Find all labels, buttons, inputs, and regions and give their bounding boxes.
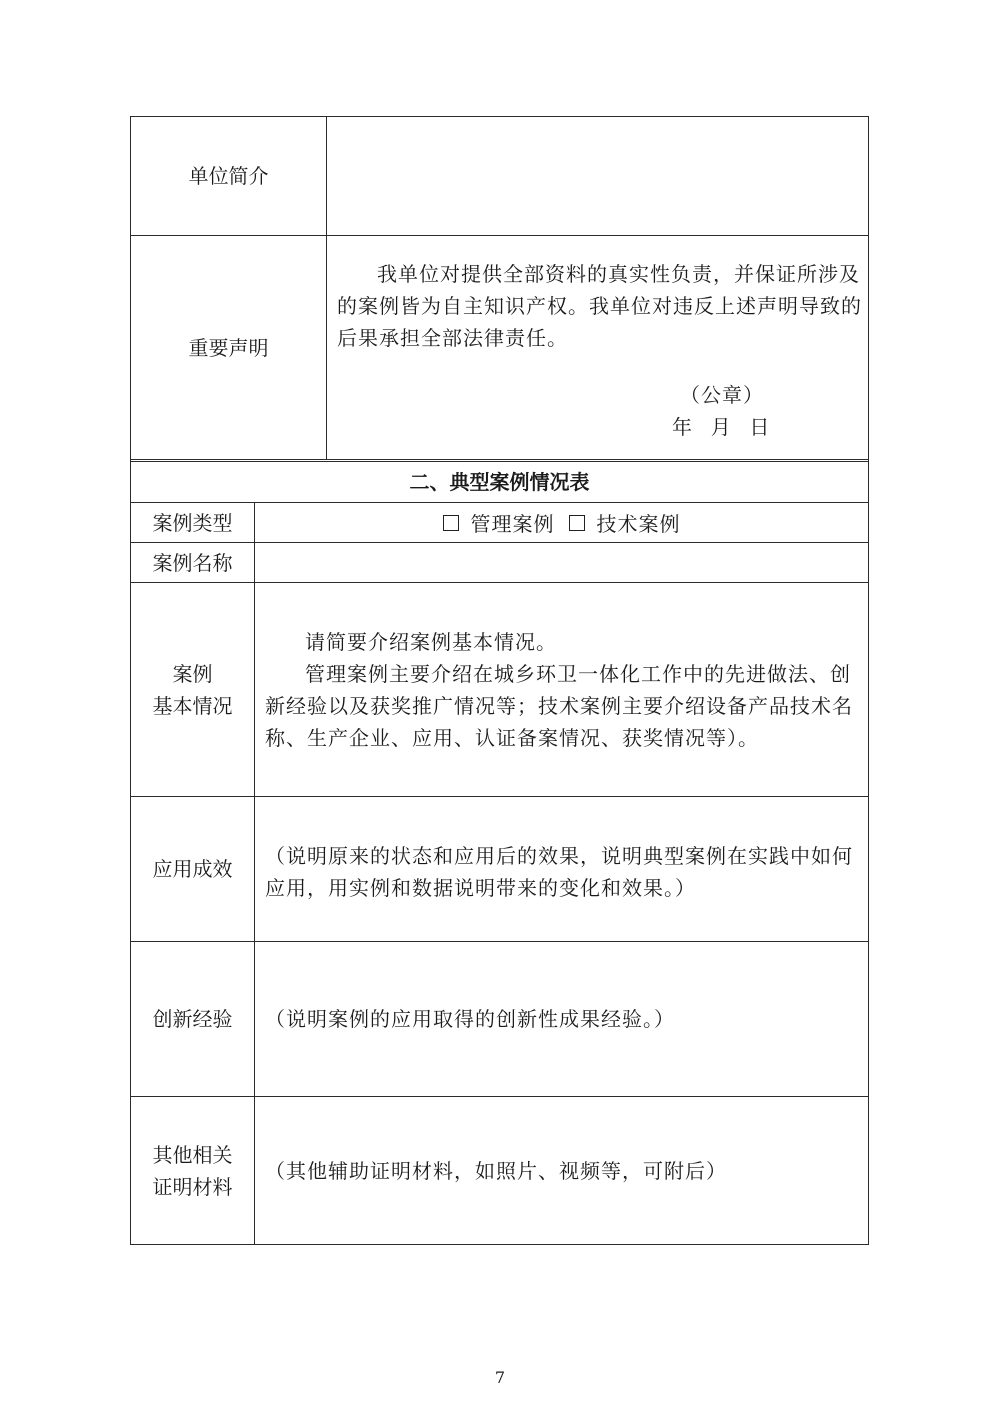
date-text: 年 月 日 — [672, 415, 772, 439]
technical-case-checkbox[interactable] — [569, 515, 585, 531]
effect-label: 应用成效 — [152, 857, 233, 881]
unit-intro-label: 单位简介 — [188, 164, 269, 188]
basic-label-line1: 案例 — [172, 661, 213, 686]
declaration-text: 我单位对提供全部资料的真实性负责，并保证所涉及的案例皆为自主知识产权。我单位对违反上述声明导致的后果承担全部法律责任。 — [337, 262, 862, 350]
basic-situation-label — [131, 583, 254, 796]
declaration-label: 重要声明 — [188, 335, 269, 360]
column-divider — [254, 502, 255, 1245]
basic-text-line1: 请简要介绍案例基本情况。 — [305, 630, 557, 654]
section-title: 二、典型案例情况表 — [409, 470, 590, 494]
technical-case-label: 技术案例 — [596, 512, 681, 536]
basic-label-line2: 基本情况 — [152, 693, 233, 718]
row-divider — [130, 459, 869, 460]
case-type-options — [255, 503, 868, 542]
case-name-field[interactable] — [255, 543, 868, 582]
management-case-checkbox[interactable] — [443, 515, 459, 531]
page-number: 7 — [494, 1368, 506, 1387]
other-materials-label — [131, 1097, 254, 1244]
seal-text: （公章） — [680, 383, 764, 407]
innovation-text: （说明案例的应用取得的创新性成果经验。） — [265, 1007, 675, 1031]
other-materials-text: （其他辅助证明材料，如照片、视频等，可附后） — [265, 1159, 727, 1183]
case-name-label: 案例名称 — [152, 550, 233, 575]
other-label-line2: 证明材料 — [152, 1174, 233, 1199]
innovation-label: 创新经验 — [152, 1007, 233, 1031]
effect-text: （说明原来的状态和应用后的效果，说明典型案例在实践中如何应用，用实例和数据说明带来的变化和效果。） — [265, 844, 853, 900]
other-label-line1: 其他相关 — [152, 1142, 233, 1167]
unit-intro-field[interactable] — [327, 117, 868, 235]
table-border-right — [868, 116, 869, 1245]
case-type-label: 案例类型 — [152, 510, 233, 535]
table-border-bottom — [130, 1244, 869, 1245]
basic-text-line2: 管理案例主要介绍在城乡环卫一体化工作中的先进做法、创新经验以及获奖推广情况等；技术案例主要介绍设备产品技术名称、生产企业、应用、认证备案情况、获奖情况等）。 — [265, 662, 853, 750]
management-case-label: 管理案例 — [470, 512, 555, 536]
